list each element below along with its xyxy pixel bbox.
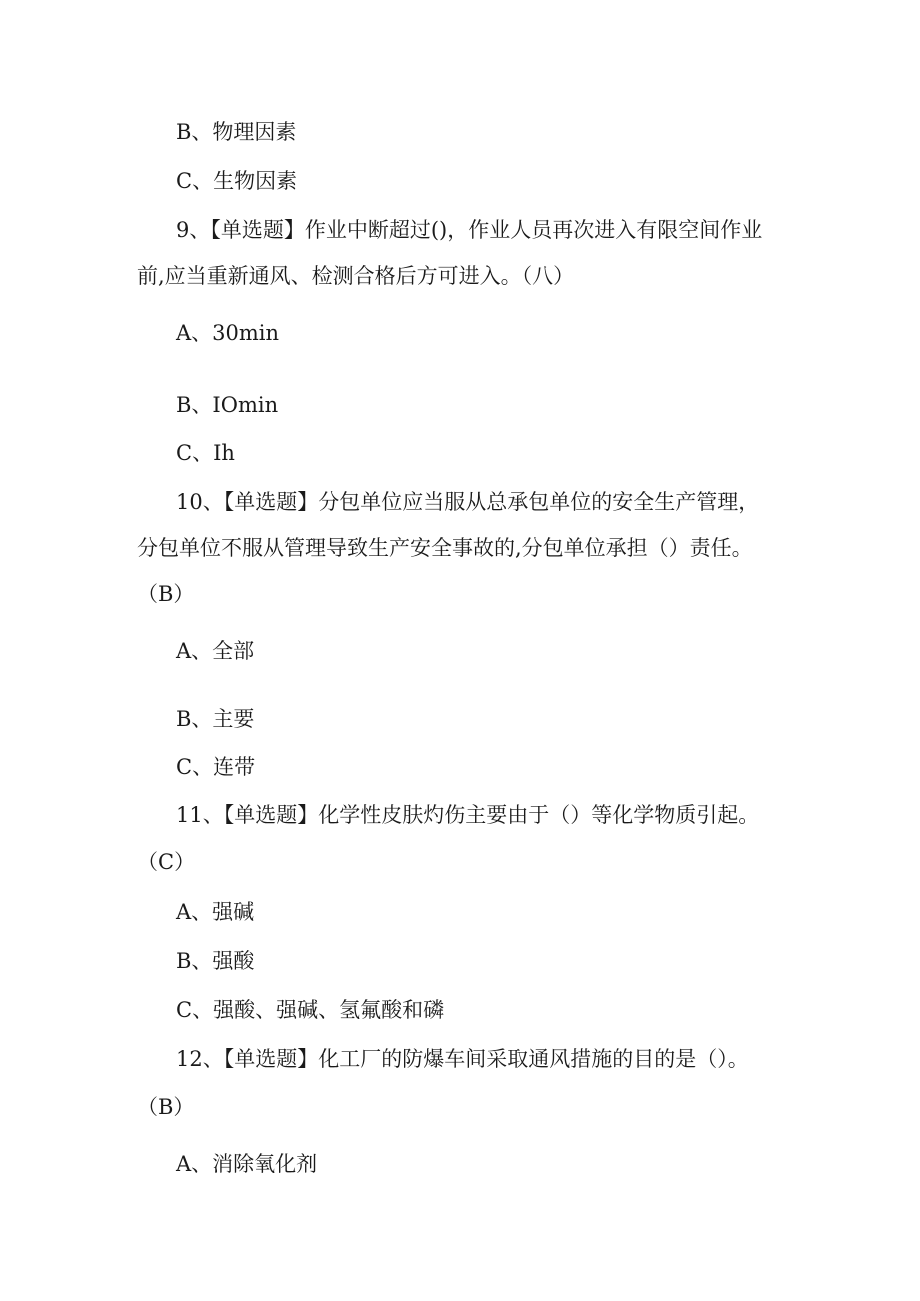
answer-q12: （B）: [137, 1095, 195, 1119]
option-b-q11: B、强酸: [176, 949, 255, 973]
option-a-q10: A、全部: [176, 639, 255, 663]
option-c-q9: C、Ih: [176, 441, 235, 465]
option-c-q11: C、强酸、强碱、氢氟酸和磷: [176, 998, 445, 1022]
question-9: 9、【单选题】作业中断超过()，作业人员再次进入有限空间作业: [176, 218, 763, 242]
question-9-continuation: 前,应当重新通风、检测合格后方可进入。（八）: [137, 264, 575, 288]
option-a-q12: A、消除氧化剂: [176, 1152, 318, 1176]
answer-q11: （C）: [137, 850, 196, 874]
option-a-q11: A、强碱: [176, 900, 255, 924]
question-11: 11、【单选题】化学性皮肤灼伤主要由于（）等化学物质引起。: [176, 803, 760, 827]
question-12: 12、【单选题】化工厂的防爆车间采取通风措施的目的是（）。: [176, 1047, 749, 1071]
option-a-q9: A、30min: [176, 321, 280, 345]
option-c-q8: C、生物因素: [176, 169, 298, 193]
option-b-q9: B、IOmin: [176, 393, 279, 417]
question-10-continuation: 分包单位不服从管理导致生产安全事故的,分包单位承担（）责任。: [137, 536, 753, 560]
option-b-q10: B、主要: [176, 707, 255, 731]
question-10: 10、【单选题】分包单位应当服从总承包单位的安全生产管理，: [176, 490, 760, 514]
answer-q10: （B）: [137, 582, 195, 606]
option-b-q8: B、物理因素: [176, 120, 297, 144]
option-c-q10: C、连带: [176, 755, 256, 779]
